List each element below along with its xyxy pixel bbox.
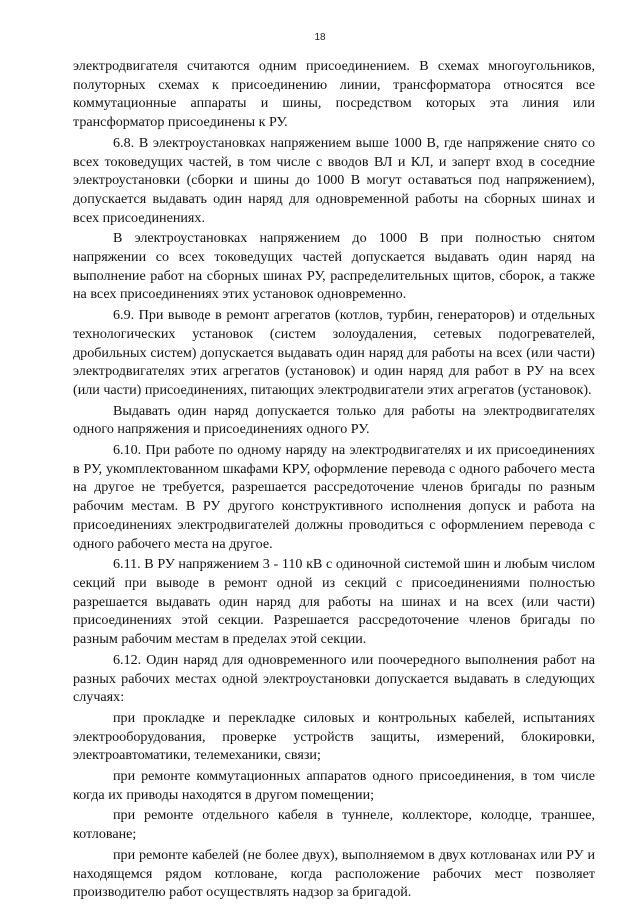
list-item-single-cable: при ремонте отдельного кабеля в туннеле, коллекторе, колодце, траншее, котловане;	[73, 807, 595, 843]
paragraph-6-8: 6.8. В электроустановках напряжением выше 1000 В, где напряжение снято со всех токоведущих частей, в том числе с вводов ВЛ и КЛ, и заперт вход в соседние электроустановки (сборки и шины до 1000 В могут оставаться под напряжением), допускается выдавать один наряд для одновременной работы на сборных шинах и всех присоединениях.	[73, 134, 595, 226]
document-body	[73, 57, 595, 902]
paragraph-6-12: 6.12. Один наряд для одновременного или поочередного выполнения работ на разных рабочих местах одной электроустановки допускается выдавать в следующих случаях:	[73, 651, 595, 706]
paragraph-6-10: 6.10. При работе по одному наряду на электродвигателях и их присоединениях в РУ, укомплектованном шкафами КРУ, оформление перевода с одного рабочего места на другое не требуется, разрешается рассредоточение членов бригады по разным рабочим местам. В РУ другого конструктивного исполнения допуск и работа на присоединениях электродвигателей должны проводиться с оформлением перевода с одного рабочего места на другое.	[73, 442, 595, 552]
page-number: 18	[314, 32, 326, 43]
paragraph-6-9: 6.9. При выводе в ремонт агрегатов (котлов, турбин, генераторов) и отдельных технологических установок (систем золоудаления, сетевых подогревателей, дробильных систем) допускается выдавать один наряд для работы на всех (или части) электродвигателях этих агрегатов (установок) и один наряд для работ в РУ на всех (или части) присоединениях, питающих электродвигатели этих агрегатов (установок).	[73, 307, 595, 398]
paragraph-6-11: 6.11. В РУ напряжением 3 - 110 кВ с одиночной системой шин и любым числом секций при выводе в ремонт одной из секций с присоединениями полностью разрешается выдавать один наряд для работы на шинах и на всех (или части) присоединениях этой секции. Разрешается рассредоточение членов бригады по разным рабочим местам в пределах этой секции.	[73, 556, 595, 648]
list-item-two-cables: при ремонте кабелей (не более двух), выполняемом в двух котлованах или РУ и находящемся рядом котловане, когда расположение рабочих мест позволяет производителю работ осуществлять надзор за бригадой.	[73, 846, 595, 901]
list-item-switching-apparatus: при ремонте коммутационных аппаратов одного присоединения, в том числе когда их приводы находятся в другом помещении;	[73, 768, 595, 803]
paragraph-continuation: электродвигателя считаются одним присоединением. В схемах многоугольников, полуторных схемах к присоединению линии, трансформатора относятся все коммутационные аппараты и шины, посредством которых эта линия или трансформатор присоединены к РУ.	[73, 58, 595, 131]
paragraph-single-order: Выдавать один наряд допускается только для работы на электродвигателях одного напряжения и присоединениях одного РУ.	[73, 402, 595, 438]
list-item-cables: при прокладке и перекладке силовых и контрольных кабелей, испытаниях электрооборудования, проверке устройств защиты, измерений, блокировки, электроавтоматики, телемеханики, связи;	[73, 709, 595, 764]
paragraph-low-voltage: В электроустановках напряжением до 1000 В при полностью снятом напряжении со всех токоведущих частей допускается выдавать один наряд на выполнение работ на сборных шинах РУ, распределительных щитов, сборок, а также на всех присоединениях этих установок одновременно.	[73, 230, 595, 303]
